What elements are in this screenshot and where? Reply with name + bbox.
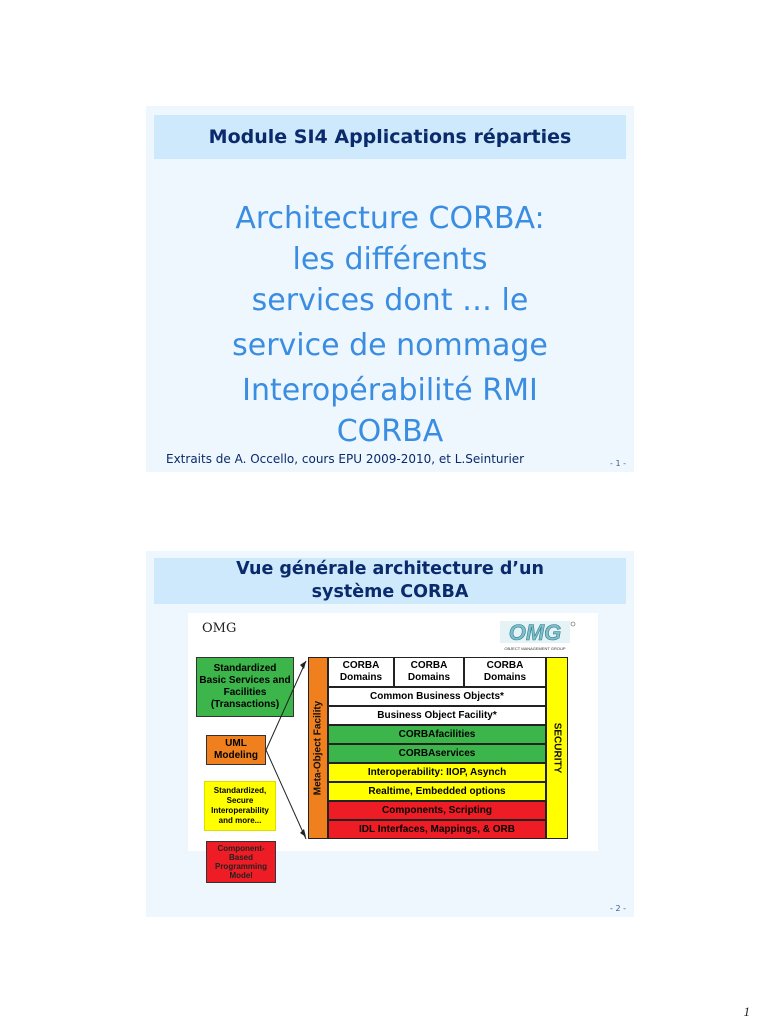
slide-1-number: - 1 - <box>610 459 626 468</box>
legend-label: Component-Based Programming Model <box>214 844 267 880</box>
stack-row-common-business-objects: Common Business Objects* <box>328 687 546 706</box>
header-line: système CORBA <box>311 582 469 602</box>
slide-1-credit: Extraits de A. Occello, cours EPU 2009-2010, et L.Seinturier <box>166 452 525 466</box>
omg-label: OMG <box>202 621 237 636</box>
uml-arrows <box>266 657 310 839</box>
legend-uml-modeling <box>206 735 266 765</box>
legend-label: Standardized Basic Services and Facilities (Transactions) <box>199 663 291 710</box>
header-line: Vue générale architecture d’un <box>236 559 544 579</box>
page-number: 1 <box>743 1004 750 1019</box>
legend-label: UML Modeling <box>214 738 258 761</box>
stack-row-business-object-facility: Business Object Facility* <box>328 706 546 725</box>
slide-1-header: Module SI4 Applications réparties <box>154 115 626 159</box>
omg-logo <box>498 619 578 653</box>
omg-logo-text: OMG <box>508 620 562 645</box>
title-line: services dont … le <box>251 283 529 318</box>
corba-domain-cell: CORBA Domains <box>328 657 394 687</box>
stack-row-components: Components, Scripting <box>328 801 546 820</box>
meta-object-facility-bar <box>308 657 328 839</box>
slide-2 <box>146 551 634 917</box>
security-bar <box>546 657 568 839</box>
title-line: les différents <box>292 242 488 277</box>
corba-architecture-diagram <box>188 613 598 880</box>
corba-domain-cell: CORBA Domains <box>394 657 464 687</box>
stack-row-corbaservices: CORBAservices <box>328 744 546 763</box>
stack-row-interoperability: Interoperability: IIOP, Asynch <box>328 763 546 782</box>
corba-domain-cell: CORBA Domains <box>464 657 546 687</box>
slide-1-title <box>156 198 624 452</box>
stack-row-corbafacilities: CORBAfacilities <box>328 725 546 744</box>
title-line: service de nommage <box>232 328 548 363</box>
omg-logo-subtitle: OBJECT MANAGEMENT GROUP <box>504 646 566 651</box>
stack-row-realtime: Realtime, Embedded options <box>328 782 546 801</box>
legend-component-model <box>206 841 276 883</box>
slide-2-number: - 2 - <box>610 904 626 913</box>
mof-label: Meta-Object Facility <box>312 700 324 796</box>
stack-row-idl-orb: IDL Interfaces, Mappings, & ORB <box>328 820 546 839</box>
slide-2-header <box>154 558 626 604</box>
title-line: CORBA <box>336 414 444 449</box>
title-line: Interopérabilité RMI <box>242 373 538 408</box>
title-line: Architecture CORBA: <box>235 201 545 236</box>
legend-label: Standardized, Secure Interoperability and more... <box>211 786 269 825</box>
security-label: SECURITY <box>551 722 563 774</box>
slide-1 <box>146 106 634 472</box>
